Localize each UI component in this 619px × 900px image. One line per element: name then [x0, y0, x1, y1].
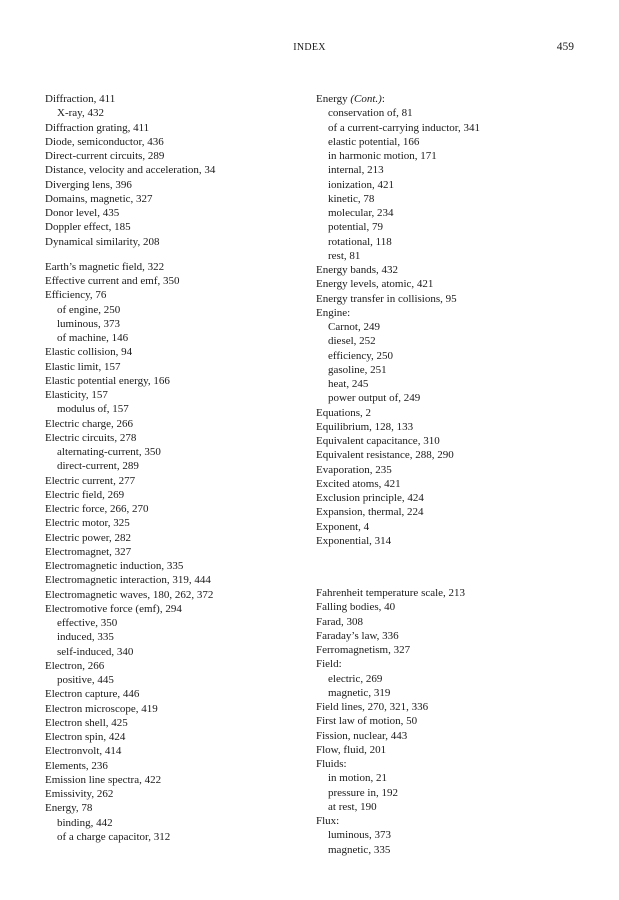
index-entry — [316, 448, 581, 462]
index-subentry — [316, 800, 581, 814]
index-subentry — [316, 672, 581, 686]
index-entry — [45, 431, 310, 445]
entry-text: gasoline, 251 — [328, 363, 387, 376]
entry-text: Field: — [316, 658, 342, 671]
index-entry — [45, 360, 310, 374]
index-entry — [316, 292, 581, 306]
entry-text: Excited atoms, 421 — [316, 477, 401, 490]
index-subentry — [45, 303, 310, 317]
entry-text: Electron spin, 424 — [45, 731, 126, 743]
entry-text: Electric force, 266, 270 — [45, 503, 149, 515]
entry-text: modulus of, 157 — [57, 403, 129, 416]
index-entry — [45, 178, 310, 192]
index-entry — [45, 345, 310, 359]
index-entry — [45, 716, 310, 730]
index-entry — [316, 814, 581, 828]
entry-text: Electron shell, 425 — [45, 716, 128, 729]
index-entry — [45, 759, 310, 773]
index-subentry — [316, 786, 581, 800]
entry-text: heat, 245 — [328, 378, 369, 390]
index-subentry — [316, 121, 581, 135]
index-subentry — [316, 349, 581, 363]
index-subentry — [316, 135, 581, 149]
entry-text: of machine, 146 — [57, 332, 129, 344]
index-subentry — [316, 192, 581, 206]
index-entry — [45, 773, 310, 787]
entry-text: of engine, 250 — [57, 303, 121, 316]
entry-text: self-induced, 340 — [57, 645, 134, 658]
index-entry — [45, 488, 310, 502]
entry-text: Elements, 236 — [45, 759, 108, 772]
index-entry — [45, 388, 310, 402]
index-column-right — [316, 92, 581, 857]
entry-suffix: : — [381, 93, 385, 105]
entry-text: Diffraction, 411 — [45, 93, 116, 105]
index-subentry — [316, 363, 581, 377]
section-gap — [316, 548, 581, 586]
index-subentry — [316, 178, 581, 192]
index-subentry — [45, 106, 310, 120]
index-entry — [45, 206, 310, 220]
running-header-title: INDEX — [293, 42, 326, 53]
index-entry — [45, 559, 310, 573]
entry-text: magnetic, 335 — [328, 843, 391, 856]
index-entry — [45, 288, 310, 302]
index-entry — [316, 92, 581, 106]
entry-text: Efficiency, 76 — [45, 289, 107, 302]
entry-text: Farad, 308 — [316, 615, 364, 628]
entry-text: alternating-current, 350 — [57, 446, 161, 458]
entry-text: induced, 335 — [57, 631, 114, 644]
entry-text: Falling bodies, 40 — [316, 601, 396, 614]
entry-text: luminous, 373 — [57, 317, 120, 330]
index-subentry — [45, 816, 310, 830]
index-subentry — [316, 828, 581, 842]
entry-text: pressure in, 192 — [328, 786, 398, 799]
entry-text: Energy bands, 432 — [316, 264, 398, 276]
entry-text: Domains, magnetic, 327 — [45, 192, 153, 205]
index-entry — [316, 463, 581, 477]
index-subentry — [316, 391, 581, 405]
index-entry — [45, 374, 310, 388]
index-entry — [45, 730, 310, 744]
entry-text: Elasticity, 157 — [45, 389, 108, 401]
entry-text: First law of motion, 50 — [316, 715, 418, 728]
entry-text: Energy transfer in collisions, 95 — [316, 292, 457, 305]
entry-text: ionization, 421 — [328, 178, 394, 191]
entry-text: Expansion, thermal, 224 — [316, 506, 424, 519]
index-entry — [45, 744, 310, 758]
entry-text: Equivalent capacitance, 310 — [316, 435, 440, 447]
index-entry — [45, 121, 310, 135]
index-entry — [45, 135, 310, 149]
page-number: 459 — [556, 41, 574, 53]
index-entry — [316, 491, 581, 505]
section-gap — [45, 249, 310, 260]
entry-text: of a current-carrying inductor, 341 — [328, 121, 480, 134]
entry-text: Doppler effect, 185 — [45, 221, 131, 234]
index-entry — [316, 434, 581, 448]
index-entry — [45, 192, 310, 206]
index-column-left — [45, 92, 310, 844]
index-entry — [316, 643, 581, 657]
entry-text: Ferromagnetism, 327 — [316, 644, 411, 656]
entry-text: Diverging lens, 396 — [45, 178, 132, 191]
entry-text: kinetic, 78 — [328, 192, 375, 205]
entry-text: Earth’s magnetic field, 322 — [45, 260, 165, 273]
index-subentry — [316, 163, 581, 177]
entry-text: X-ray, 432 — [57, 107, 104, 120]
entry-text: Flux: — [316, 815, 340, 827]
entry-text: Fission, nuclear, 443 — [316, 729, 408, 742]
index-entry — [45, 516, 310, 530]
entry-text: Electronvolt, 414 — [45, 745, 122, 758]
index-subentry — [316, 686, 581, 700]
entry-text: Emission line spectra, 422 — [45, 773, 162, 786]
entry-text: Electric current, 277 — [45, 474, 136, 487]
entry-text: Electron microscope, 419 — [45, 702, 158, 715]
entry-text: Field lines, 270, 321, 336 — [316, 701, 429, 713]
index-entry — [45, 235, 310, 249]
entry-text: Exponential, 314 — [316, 534, 392, 547]
index-entry — [316, 505, 581, 519]
index-entry — [316, 615, 581, 629]
entry-text: in motion, 21 — [328, 772, 387, 785]
index-subentry — [45, 317, 310, 331]
entry-text: Equivalent resistance, 288, 290 — [316, 449, 454, 462]
index-entry — [316, 629, 581, 643]
index-subentry — [316, 249, 581, 263]
entry-text: elastic potential, 166 — [328, 135, 420, 148]
index-entry — [45, 801, 310, 815]
index-entry — [45, 92, 310, 106]
entry-text: Donor level, 435 — [45, 207, 120, 219]
index-entry — [316, 657, 581, 671]
entry-text: Electric charge, 266 — [45, 417, 134, 430]
entry-text: Electric power, 282 — [45, 531, 131, 544]
entry-text: Diode, semiconductor, 436 — [45, 135, 164, 148]
entry-text: positive, 445 — [57, 674, 114, 686]
entry-text: Energy levels, atomic, 421 — [316, 278, 434, 291]
entry-text: Equilibrium, 128, 133 — [316, 420, 414, 433]
entry-text: efficiency, 250 — [328, 349, 394, 362]
index-entry — [45, 787, 310, 801]
index-subentry — [316, 377, 581, 391]
entry-text: of a charge capacitor, 312 — [57, 830, 171, 843]
index-subentry — [316, 149, 581, 163]
entry-text: magnetic, 319 — [328, 686, 391, 699]
entry-text: internal, 213 — [328, 164, 384, 177]
entry-text: Electromagnetic interaction, 319, 444 — [45, 574, 211, 587]
entry-text: in harmonic motion, 171 — [328, 150, 437, 162]
index-entry — [316, 729, 581, 743]
entry-text: Emissivity, 262 — [45, 788, 114, 800]
index-entry — [45, 502, 310, 516]
index-entry — [316, 477, 581, 491]
index-entry — [45, 220, 310, 234]
index-entry — [45, 702, 310, 716]
entry-text: potential, 79 — [328, 221, 383, 234]
entry-text: Equations, 2 — [316, 406, 371, 419]
index-subentry — [316, 843, 581, 857]
entry-text: at rest, 190 — [328, 800, 377, 813]
entry-text: Diffraction grating, 411 — [45, 121, 150, 134]
entry-text: rest, 81 — [328, 249, 361, 262]
entry-text: power output of, 249 — [328, 392, 421, 405]
index-entry — [45, 588, 310, 602]
entry-text: Carnot, 249 — [328, 321, 380, 333]
index-entry — [45, 545, 310, 559]
index-entry — [316, 277, 581, 291]
index-subentry — [316, 106, 581, 120]
index-entry — [45, 659, 310, 673]
entry-text: conservation of, 81 — [328, 107, 413, 120]
entry-text: Electric motor, 325 — [45, 517, 130, 530]
entry-text: Elastic collision, 94 — [45, 346, 133, 359]
index-entry — [45, 163, 310, 177]
entry-text: Electric field, 269 — [45, 488, 125, 501]
entry-text: Electron, 266 — [45, 659, 105, 672]
entry-text: Exclusion principle, 424 — [316, 492, 424, 504]
index-entry — [316, 406, 581, 420]
entry-text: Electron capture, 446 — [45, 688, 140, 701]
index-subentry — [45, 459, 310, 473]
entry-text: Energy — [316, 93, 351, 105]
index-entry — [316, 757, 581, 771]
entry-text: Exponent, 4 — [316, 520, 370, 533]
entry-text: Energy, 78 — [45, 802, 93, 815]
index-subentry — [45, 445, 310, 459]
index-entry — [45, 274, 310, 288]
index-entry — [45, 531, 310, 545]
entry-text: Distance, velocity and acceleration, 34 — [45, 164, 216, 177]
entry-text: Elastic potential energy, 166 — [45, 374, 170, 387]
entry-text: Engine: — [316, 306, 351, 319]
entry-text: effective, 350 — [57, 617, 118, 629]
entry-text: Effective current and emf, 350 — [45, 275, 180, 287]
entry-text: Electromagnet, 327 — [45, 545, 132, 558]
entry-text: diesel, 252 — [328, 335, 376, 348]
entry-text: Evaporation, 235 — [316, 463, 392, 476]
index-entry — [316, 700, 581, 714]
index-subentry — [316, 771, 581, 785]
index-entry — [316, 714, 581, 728]
entry-text: Electromotive force (emf), 294 — [45, 602, 182, 615]
entry-text: rotational, 118 — [328, 235, 392, 248]
entry-text: direct-current, 289 — [57, 460, 139, 473]
index-subentry — [316, 235, 581, 249]
index-entry — [316, 743, 581, 757]
index-entry — [45, 474, 310, 488]
index-subentry — [316, 334, 581, 348]
index-subentry — [45, 673, 310, 687]
entry-text: Electric circuits, 278 — [45, 431, 137, 444]
index-entry — [316, 534, 581, 548]
index-subentry — [45, 616, 310, 630]
index-entry — [45, 149, 310, 163]
entry-text: Electromagnetic waves, 180, 262, 372 — [45, 588, 214, 601]
entry-text: Elastic limit, 157 — [45, 360, 121, 373]
entry-text: Direct-current circuits, 289 — [45, 150, 165, 162]
entry-text: Fluids: — [316, 758, 347, 770]
index-entry — [316, 586, 581, 600]
index-subentry — [45, 645, 310, 659]
entry-text: molecular, 234 — [328, 207, 394, 219]
index-entry — [316, 420, 581, 434]
index-entry — [45, 260, 310, 274]
entry-text: Faraday’s law, 336 — [316, 629, 399, 642]
index-subentry — [316, 320, 581, 334]
index-entry — [316, 263, 581, 277]
index-subentry — [45, 630, 310, 644]
index-subentry — [45, 331, 310, 345]
index-entry — [316, 600, 581, 614]
entry-text: Flow, fluid, 201 — [316, 743, 387, 756]
index-entry — [45, 602, 310, 616]
entry-text: Dynamical similarity, 208 — [45, 235, 160, 248]
index-subentry — [316, 206, 581, 220]
entry-text: Electromagnetic induction, 335 — [45, 560, 184, 572]
index-entry — [45, 687, 310, 701]
index-subentry — [316, 220, 581, 234]
entry-text: binding, 442 — [57, 816, 113, 829]
entry-text: electric, 269 — [328, 672, 383, 685]
entry-text: Fahrenheit temperature scale, 213 — [316, 587, 466, 599]
entry-text: luminous, 373 — [328, 829, 391, 842]
index-entry — [316, 306, 581, 320]
index-entry — [316, 520, 581, 534]
index-entry — [45, 417, 310, 431]
index-subentry — [45, 830, 310, 844]
index-entry — [45, 573, 310, 587]
continued-marker: (Cont.) — [350, 93, 382, 105]
index-subentry — [45, 402, 310, 416]
